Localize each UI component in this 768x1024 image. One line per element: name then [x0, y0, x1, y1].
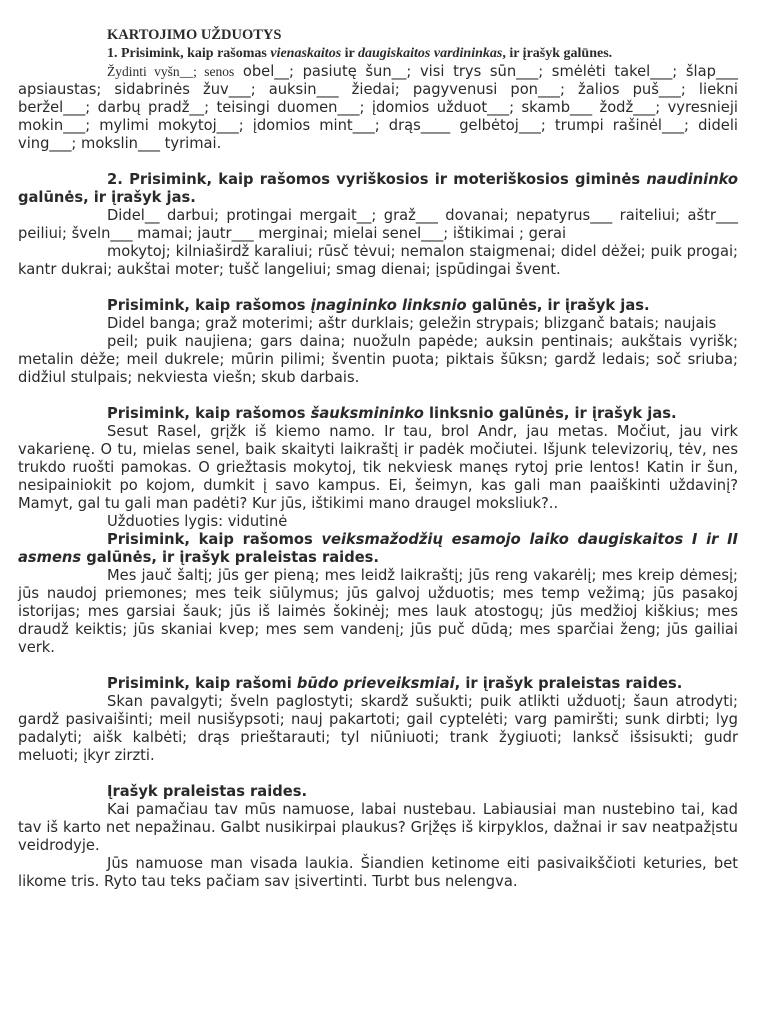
section-5-heading-a: Prisimink, kaip rašomos: [107, 531, 322, 548]
section-1-exercise: [18, 63, 738, 153]
section-1-heading-c: ir: [341, 46, 358, 61]
section-1-heading-e: , ir įrašyk galūnes.: [502, 46, 613, 61]
section-4-heading-a: Prisimink, kaip rašomos: [107, 405, 311, 422]
section-1-heading-b: vienaskaitos: [270, 46, 342, 61]
worksheet-page: [18, 27, 738, 891]
section-4-text: Sesut Rasel, grįžk iš kiemo namo. Ir tau, brol Andr, jau metas. Močiut, jau virk vakarienę. O tu, mielas senel, baik skaityti laikraštį ir padėk močiutei. Išjunk televizorių, tėv, nes trukdo ruošti pamokas. O griežtasis mokytoj, tik nekviesk manęs rytoj prie lentos! Katin ir šun, nesipainiokit po kojom, dumkit į savo kampus. Ei, šeimyn, kas gali man paaiškinti uždavinį? Mamyt, gal tu gali man padėti? Kur jūs, ištikimi mano draugel moksliuk?..: [18, 423, 738, 512]
section-7-paragraph-2: Jūs namuose man visada laukia. Šiandien ketinome eiti pasivaikščioti keturies, bet likome tris. Ryto tau teks pačiam sav įsivertinti. Turbt bus nelengva.: [18, 855, 738, 890]
section-2-line-1: Didel__ darbui; protingai mergait__; graž___ dovanai; nepatyrus___ raiteliui; aštr___ peiliui; šveln___ mamai; jautr___ merginai; mielai senel___; ištikimai ; gerai: [18, 207, 738, 242]
section-3-heading-b: įnagininko linksnio: [310, 297, 467, 314]
section-3-line-2: peil; puik naujiena; gars daina; nuožuln papėde; auksin pentinais; aukštais vyrišk; metalin dėže; meil dukrele; mūrin pilimi; šventin puota; piktais šūksn; gardž ledais; soč sriuba; didžiul stulpais; nekviesta viešn; skub darbais.: [18, 333, 738, 386]
section-2-line-2: mokytoj; kilniaširdž karaliui; rūsč tėvui; nemalon staigmenai; didel dėžei; puik progai; kantr dukrai; aukštai moter; tušč langeliui; smag dienai; įspūdingai švent.: [18, 243, 738, 278]
section-6-text: Skan pavalgyti; šveln paglostyti; skardž sušukti; puik atlikti užduotį; šaun atrodyti; gardž pasivaišinti; meil nusišypsoti; nauj pakartoti; gail cyptelėti; varg pamiršti; sunk dirbti; lyg padalyti; aišk kalbėti; drąs prieštarauti; tyl niūniuoti; trank žygiuoti; lanksč išsisukti; gudr meluoti; įkyr zirzti.: [18, 693, 738, 764]
section-1-heading-d: daugiskaitos vardininkas: [358, 46, 503, 61]
section-6-heading: [18, 675, 738, 693]
section-3-heading: [18, 297, 738, 315]
section-1-text: obel__; pasiutę šun__; visi trys sūn___; smėlėti takel___; šlap___ apsiaustas; sidabrinės žuv___; auksin___ žiedai; pagyvenusi pon___; žalios puš___; liekni beržel___; darbų pradž__; teisingi duomen___; įdomios užduot___; skamb___ žodž___; vyresnieji mokin___; mylimi mokytoj___; įdomios mint___; drąs____ gelbėtoj___; trumpi rašinėl___; dideli ving___; mokslin___ tyrimai.: [18, 63, 738, 152]
section-3-heading-a: Prisimink, kaip rašomos: [107, 297, 311, 314]
section-5-heading-c: galūnės, ir įrašyk praleistas raides.: [81, 549, 379, 566]
spacer: [18, 765, 738, 783]
section-4-heading-b: šauksmininko: [310, 405, 424, 422]
section-2-heading: [18, 171, 738, 207]
difficulty-level: Užduoties lygis: vidutinė: [107, 513, 288, 530]
section-1-serif-lead: Žydinti vyšn__; senos: [107, 64, 235, 79]
section-3-line-1: Didel banga; graž moterimi; aštr durklais; geležin strypais; blizganč batais; naujais: [107, 315, 717, 332]
section-1-heading: [107, 44, 738, 63]
section-6-heading-a: Prisimink, kaip rašomi: [107, 675, 297, 692]
section-5-text: Mes jauč šaltį; jūs ger pieną; mes leidž laikraštį; jūs reng vakarėlį; mes kreip dėmesį; jūs naudoj priemones; mes teik siūlymus; jūs galvoj užduotis; mes temp vežimą; jūs pasakoj istorijas; mes garsiai šauk; jūs iš laimės šokinėj; mes lauk atostogų; jūs medžioj kiškius; mes draudž keiktis; jūs skaniai kvep; mes sem vandenį; jūs puč dūdą; mes sparčiai ženg; jūs gailiai verk.: [18, 567, 738, 656]
spacer: [18, 657, 738, 675]
section-1-heading-a: 1. Prisimink, kaip rašomas: [107, 46, 271, 61]
section-7-heading: Įrašyk praleistas raides.: [107, 783, 308, 800]
spacer: [18, 387, 738, 405]
spacer: [18, 153, 738, 171]
section-2-heading-b: naudininko: [646, 171, 738, 188]
spacer: [18, 279, 738, 297]
section-4-heading-c: linksnio galūnės, ir įrašyk jas.: [423, 405, 677, 422]
section-6-heading-b: būdo prieveiksmiai: [296, 675, 455, 692]
section-3-heading-c: galūnės, ir įrašyk jas.: [466, 297, 650, 314]
section-7-paragraph-1: Kai pamačiau tav mūs namuose, labai nustebau. Labiausiai man nustebino tai, kad tav iš karto net nepažinau. Galbt nusikirpai plaukus? Grįžęs iš kirpyklos, dažnai ir sav neatpažįstu veidrodyje.: [18, 801, 738, 854]
section-2-heading-c: galūnės, ir įrašyk jas.: [18, 189, 196, 206]
section-4-heading: [18, 405, 738, 423]
section-6-heading-c: , ir įrašyk praleistas raides.: [454, 675, 683, 692]
section-2-heading-a: 2. Prisimink, kaip rašomos vyriškosios ir moteriškosios giminės: [107, 171, 647, 188]
page-title: KARTOJIMO UŽDUOTYS: [107, 27, 282, 43]
section-5-heading: [18, 531, 738, 567]
section-5-heading-b: veiksmažodžių esamojo laiko daugiskaitos I ir II asmens: [18, 531, 739, 566]
